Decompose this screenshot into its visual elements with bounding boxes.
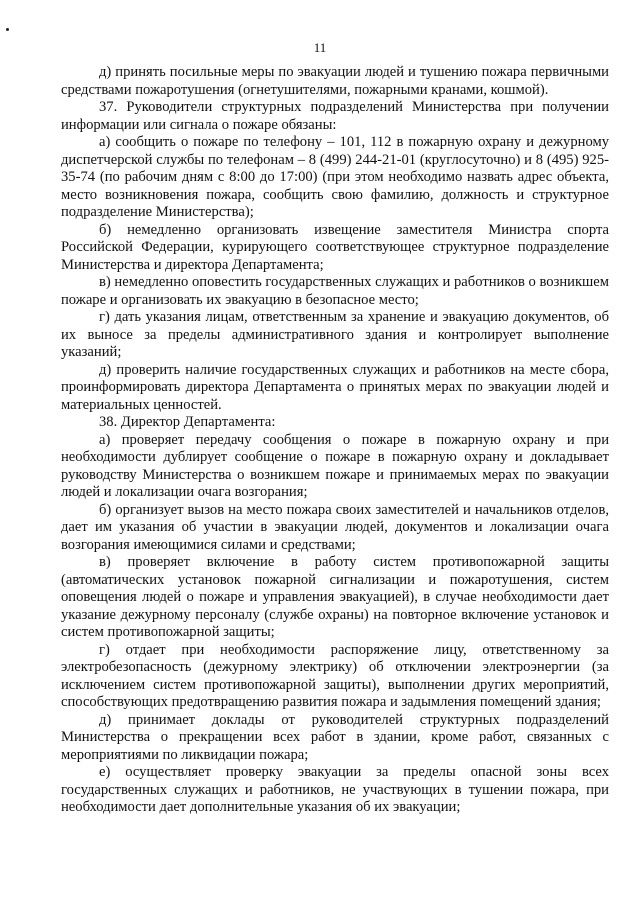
paragraph: д) проверить наличие государственных служащих и работников на месте сбора, проинформировать директора Департамента о принятых мерах по эвакуации людей и материальных ценностей. [61,361,609,413]
paragraph: 38. Директор Департамента: [99,414,276,430]
paragraph: в) проверяет включение в работу систем противопожарной защиты (автоматических установок пожарной сигнализации и пожаротушения, систем оповещения людей о пожаре и управления эвакуацией), в случае необходимости дает указание дежурному персоналу (службе охраны) на повторное включение установок и систем противопожарной защиты; [61,554,609,640]
scan-dot [6,28,9,31]
paragraph: д) принимает доклады от руководителей структурных подразделений Министерства о прекращении всех работ в здании, кроме работ, связанных с мероприятиями по ликвидации пожара; [61,711,609,763]
paragraph: г) отдает при необходимости распоряжение лицу, ответственному за электробезопасность (дежурному электрику) об отключении электроэнергии (за исключением систем противопожарной защиты), выполнении других мероприятий, способствующих предотвращению развития пожара и задымления помещений здания; [61,641,609,710]
paragraph: 37. Руководители структурных подразделений Министерства при получении информации или сигнала о пожаре обязаны: [61,99,609,133]
paragraph: е) осуществляет проверку эвакуации за пределы опасной зоны всех государственных служащих и работников, не участвующих в тушении пожара, при необходимости дает дополнительные указания об их эвакуации; [61,764,609,815]
document-body [61,64,609,817]
paragraph: б) организует вызов на место пожара своих заместителей и начальников отделов, дает им указания об участии в эвакуации людей, документов и локализации очага возгорания имеющимися силами и средствами; [61,501,609,553]
paragraph: в) немедленно оповестить государственных служащих и работников о возникшем пожаре и организовать их эвакуацию в безопасное место; [61,274,609,308]
paragraph: д) принять посильные меры по эвакуации людей и тушению пожара первичными средствами пожаротушения (огнетушителями, пожарными кранами, кошмой). [61,64,609,98]
paragraph: г) дать указания лицам, ответственным за хранение и эвакуацию документов, об их выносе за пределы административного здания и контролирует выполнение указаний; [61,309,609,360]
paragraph: б) немедленно организовать извещение заместителя Министра спорта Российской Федерации, курирующего соответствующее структурное подразделение Министерства и директора Департамента; [61,221,609,273]
page-number: 11 [313,40,327,55]
paragraph: а) проверяет передачу сообщения о пожаре в пожарную охрану и при необходимости дублирует сообщение о пожаре в пожарную охрану и докладывает руководству Министерства о возникшем пожаре и принимаемых мерах по эвакуации людей и локализации очага возгорания; [61,431,609,500]
paragraph: а) сообщить о пожаре по телефону – 101, 112 в пожарную охрану и дежурному диспетчерской службы по телефонам – 8 (499) 244-21-01 (круглосуточно) и 8 (495) 925-35-74 (по рабочим дням с 8:00 до 17:00) (при этом необходимо назвать адрес объекта, место возникновения пожара, сообщить свою фамилию, должность и структурное подразделение Министерства); [61,134,609,220]
